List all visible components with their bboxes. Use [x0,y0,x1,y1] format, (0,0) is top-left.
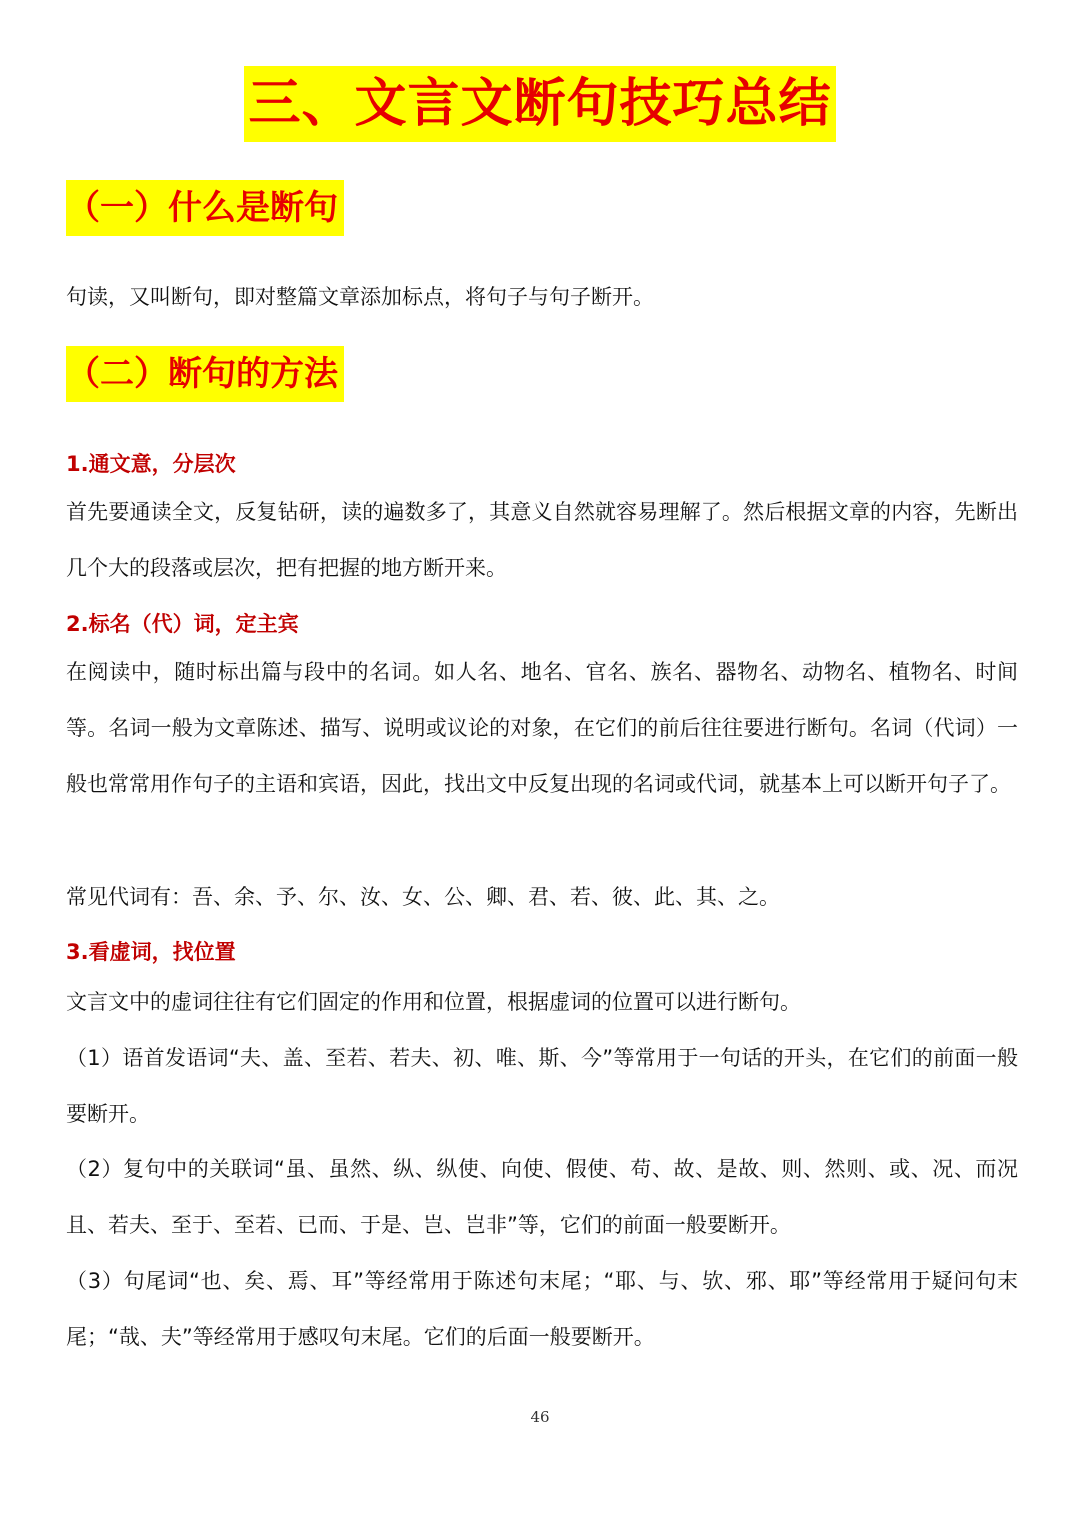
method-2-title: 2.标名（代）词，定主宾 [66,612,299,636]
method-1-text: 首先要通读全文，反复钻研，读的遍数多了，其意义自然就容易理解了。然后根据文章的内容，先断出几个大的段落或层次，把有把握的地方断开来。 [66,500,1018,580]
method-2-pronouns: 常见代词有：吾、余、予、尔、汝、女、公、卿、君、若、彼、此、其、之。 [66,885,780,909]
method-3-item-1: （1）语首发语词“夫、盖、至若、若夫、初、唯、斯、今”等常用于一句话的开头，在它们的前面一般要断开。 [66,1046,1018,1126]
section-heading-what-is-punctuation: （一）什么是断句 [66,180,344,236]
method-3-title: 3.看虚词，找位置 [66,940,236,964]
method-1-title: 1.通文意，分层次 [66,452,236,476]
section-heading-methods: （二）断句的方法 [66,346,344,402]
method-3-item-2: （2）复句中的关联词“虽、虽然、纵、纵使、向使、假使、苟、故、是故、则、然则、或、况、而况且、若夫、至于、至若、已而、于是、岂、岂非”等，它们的前面一般要断开。 [66,1157,1018,1237]
method-3-intro: 文言文中的虚词往往有它们固定的作用和位置，根据虚词的位置可以进行断句。 [66,990,801,1014]
page-number: 46 [530,1408,550,1426]
method-3-item-3: （3）句尾词“也、矣、焉、耳”等经常用于陈述句末尾；“耶、与、欤、邪、耶”等经常用于疑问句末尾；“哉、夫”等经常用于感叹句末尾。它们的后面一般要断开。 [66,1269,1018,1349]
main-title-container [0,66,1080,142]
method-2-text: 在阅读中，随时标出篇与段中的名词。如人名、地名、官名、族名、器物名、动物名、植物名、时间等。名词一般为文章陈述、描写、说明或议论的对象，在它们的前后往往要进行断句。名词（代词）一般也常常用作句子的主语和宾语，因此，找出文中反复出现的名词或代词，就基本上可以断开句子了。 [66,660,1018,796]
main-title: 三、文言文断句技巧总结 [244,66,835,142]
definition-text: 句读，又叫断句，即对整篇文章添加标点，将句子与句子断开。 [66,285,654,309]
